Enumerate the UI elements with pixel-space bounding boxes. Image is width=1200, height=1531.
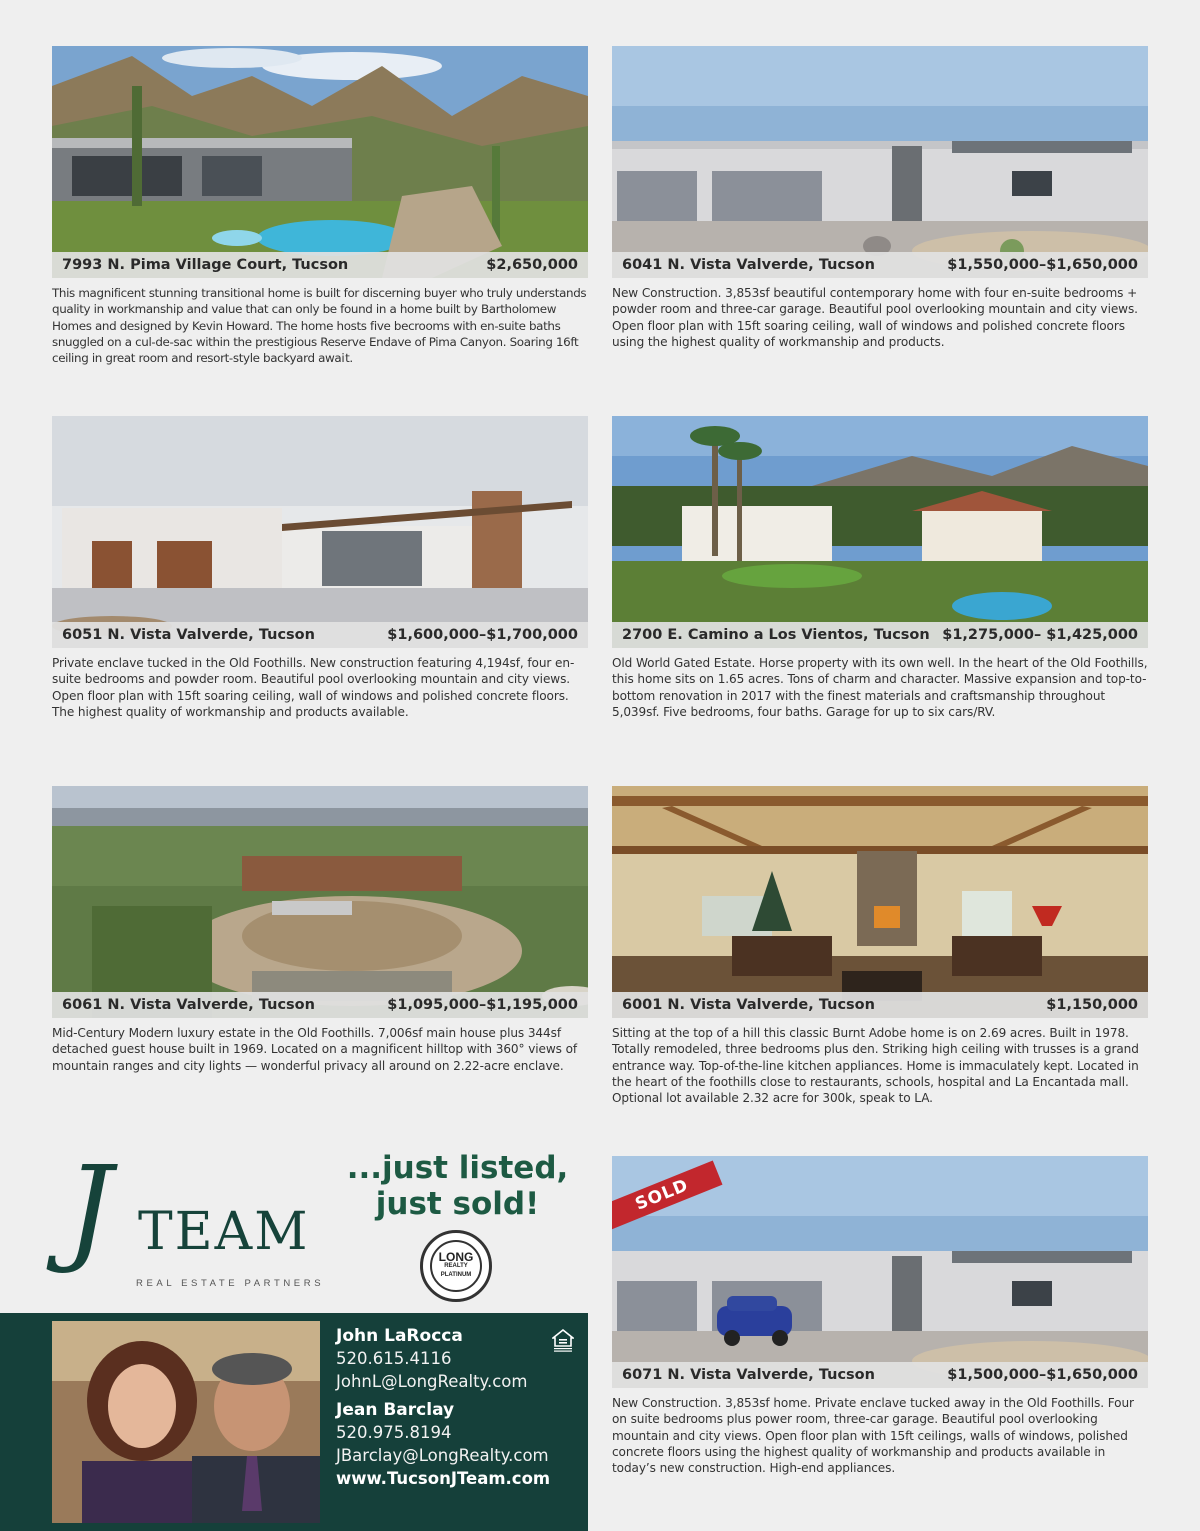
agent1-email[interactable]: JohnL@LongRealty.com [336, 1372, 528, 1391]
listing-price: $1,600,000–$1,700,000 [387, 627, 578, 643]
listing-address: 7993 N. Pima Village Court, Tucson [62, 257, 349, 273]
listing-card[interactable] [612, 786, 1148, 1106]
listing-card[interactable] [612, 46, 1148, 350]
listing-address: 6001 N. Vista Valverde, Tucson [622, 997, 875, 1013]
listing-price: $1,095,000–$1,195,000 [387, 997, 578, 1013]
old-world-estate-photo [612, 416, 1148, 648]
listing-card[interactable] [52, 46, 588, 366]
listing-card[interactable] [52, 416, 588, 720]
agent2-phone[interactable]: 520.975.8194 [336, 1423, 452, 1442]
seal-level: PLATINUM [440, 1271, 472, 1278]
logo-letter: J [66, 1142, 113, 1277]
listing-description: Private enclave tucked in the Old Foothills. New construction featuring 4,194sf, four en-suite bedrooms and powder room. Beautiful pool overlooking mountain and city views. Open floor plan with 15ft soaring ceiling, wall of windows and polished concrete floors. The highest quality of workmanship and products available. [52, 656, 575, 719]
listing-address: 6071 N. Vista Valverde, Tucson [622, 1367, 875, 1383]
tagline [345, 1150, 570, 1222]
agents-photo [52, 1321, 320, 1523]
listing-address: 6041 N. Vista Valverde, Tucson [622, 257, 875, 273]
agent1-name: John LaRocca [336, 1326, 463, 1346]
listing-caption [612, 252, 1148, 278]
listing-photo[interactable] [52, 46, 588, 278]
contact-info [336, 1325, 550, 1491]
tagline-line-2: just sold! [375, 1186, 540, 1222]
website-link[interactable]: www.TucsonJTeam.com [336, 1469, 551, 1488]
agent2-email[interactable]: JBarclay@LongRealty.com [336, 1446, 549, 1465]
listing-description: Mid-Century Modern luxury estate in the Old Foothills. 7,006sf main house plus 344sf detached guest house built in 1969. Located on a magnificent hilltop with 360° views of mountain ranges and city lights — wonderful privacy all around on 2.22-acre enclave. [52, 1026, 578, 1073]
listing-price: $1,275,000– $1,425,000 [942, 627, 1138, 643]
listing-caption [52, 992, 588, 1018]
listing-price: $1,550,000–$1,650,000 [947, 257, 1138, 273]
listing-price: $1,500,000–$1,650,000 [947, 1367, 1138, 1383]
logo-word: TEAM [138, 1202, 310, 1262]
hilltop-estate-aerial-photo [52, 786, 588, 1018]
listing-caption [612, 622, 1148, 648]
tagline-line-1: ...just listed, [346, 1150, 569, 1186]
contact-panel [0, 1313, 588, 1531]
listing-description: New Construction. 3,853sf beautiful contemporary home with four en-suite bedrooms + powder room and three-car garage. Beautiful pool overlooking mountain and city views. Open floor plan with 15ft soaring ceiling, wall of windows and polished concrete floors using the highest quality of workmanship and products. [612, 286, 1138, 349]
listing-price: $2,650,000 [486, 257, 578, 273]
listing-description: New Construction. 3,853sf home. Private enclave tucked away in the Old Foothills. Four on suite bedrooms plus power room, three-car garage. Beautiful pool overlooking mountain and city views. Open floor plan with 15ft ceilings, walls of windows, polished concrete floors using the highest quality of workmanship and products available in today’s new construction. High-end appliances. [612, 1396, 1134, 1476]
long-realty-seal [420, 1230, 492, 1302]
modern-home-rendering-photo [52, 416, 588, 648]
listing-photo[interactable] [612, 46, 1148, 278]
seal-brand: LONG [438, 1249, 474, 1264]
listing-address: 2700 E. Camino a Los Vientos, Tucson [622, 627, 930, 643]
listing-caption [612, 1362, 1148, 1388]
listing-photo[interactable] [612, 1156, 1148, 1388]
agent1-phone[interactable]: 520.615.4116 [336, 1349, 452, 1368]
listing-price: $1,150,000 [1046, 997, 1138, 1013]
listing-card[interactable] [52, 786, 588, 1074]
equal-housing-icon [552, 1329, 574, 1353]
logo-subtitle: REAL ESTATE PARTNERS [136, 1278, 325, 1289]
listing-card[interactable] [612, 416, 1148, 720]
listing-caption [612, 992, 1148, 1018]
listing-caption [52, 252, 588, 278]
agent2-name: Jean Barclay [336, 1400, 455, 1420]
contemporary-home-photo [612, 46, 1148, 278]
listing-photo[interactable] [612, 416, 1148, 648]
listing-description: Old World Gated Estate. Horse property with its own well. In the heart of the Old Foothills, this home sits on 1.65 acres. Tons of charm and character. Massive expansion and top-to-bottom renovation in 2017 with the finest materials and craftsmanship throughout 5,039sf. Five bedrooms, four baths. Garage for up to six cars/RV. [612, 656, 1148, 719]
listing-photo[interactable] [52, 416, 588, 648]
listing-caption [52, 622, 588, 648]
desert-home-pool-photo [52, 46, 588, 278]
listing-description: This magnificent stunning transitional home is built for discerning buyer who truly understands quality in workmanship and value that can only be found in a home built by Bartholomew Homes and designed by Kevin Howard. The home hosts five becrooms with en-suite baths snuggled on a cul-de-sac within the prestigious Reserve Endave of Pima Canyon. Soaring 16ft ceiling in great room and resort-style backyard awai t. [52, 286, 587, 366]
listing-card[interactable] [612, 1156, 1148, 1476]
sold-badge: SOLD [612, 1160, 723, 1229]
listing-photo[interactable] [612, 786, 1148, 1018]
seal-brand-sub: REALTY [444, 1262, 468, 1269]
jteam-logo[interactable] [52, 1142, 342, 1302]
listing-photo[interactable] [52, 786, 588, 1018]
listing-address: 6051 N. Vista Valverde, Tucson [62, 627, 315, 643]
listing-address: 6061 N. Vista Valverde, Tucson [62, 997, 315, 1013]
seal-inner [430, 1240, 482, 1292]
great-room-interior-photo [612, 786, 1148, 1018]
listing-description: Sitting at the top of a hill this classic Burnt Adobe home is on 2.69 acres. Built in 1978. Totally remodeled, three bedrooms plus den. Striking high ceiling with trusses is a grand entrance way. Top-of-the-line kitchen appliances. Home is immaculately kept. Located in the heart of the foothills close to restaurants, schools, hospital and La Encantada mall. Optional lot available 2.32 acre for 300k, speak to LA. [612, 1026, 1139, 1106]
